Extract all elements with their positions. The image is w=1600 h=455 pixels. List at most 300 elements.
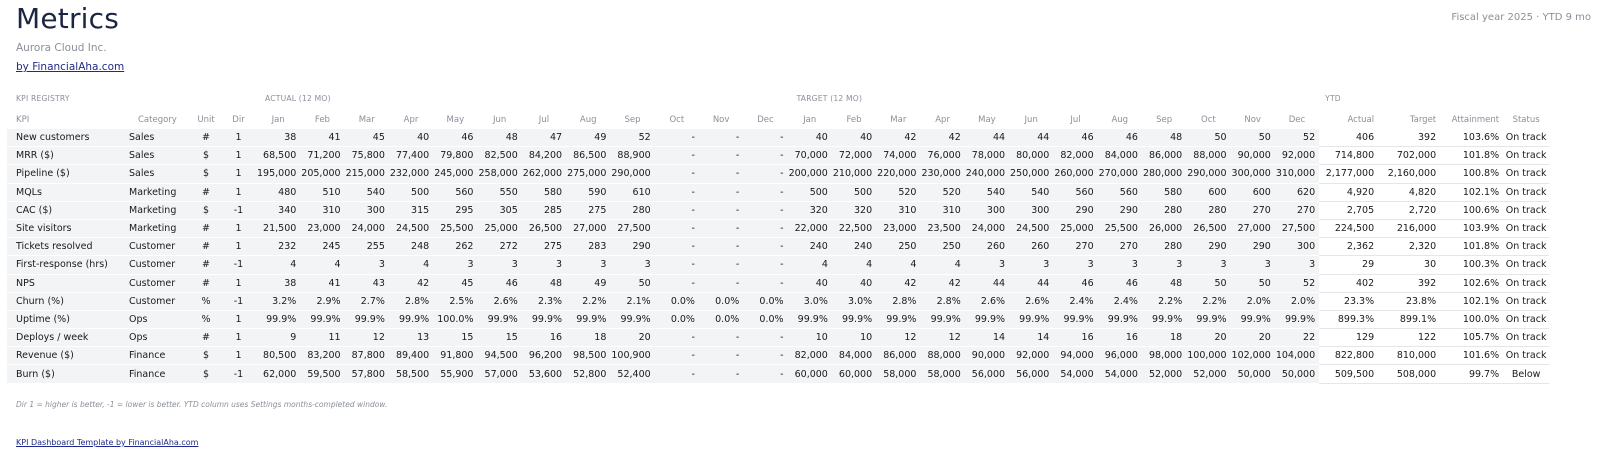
byline-link[interactable]: by FinancialAha.com (16, 61, 125, 73)
status-badge: On track (1503, 292, 1549, 310)
target-value-cell: 2.0% (1231, 292, 1275, 310)
dir-cell: 1 (221, 147, 256, 165)
column-header-target-mar: Mar (890, 115, 907, 125)
actual-value-cell: 83,200 (300, 347, 344, 365)
target-value-cell: 3 (1186, 256, 1230, 274)
actual-value-cell: 57,800 (345, 365, 389, 383)
ytd-target-cell: 216,000 (1378, 219, 1440, 237)
target-value-cell: 290 (1098, 201, 1142, 219)
target-value-cell: 26,500 (1186, 219, 1230, 237)
actual-value-cell: 2.1% (610, 292, 654, 310)
target-value-cell: 270,000 (1098, 165, 1142, 183)
actual-value-cell: 99.9% (477, 310, 521, 328)
actual-value-cell: 295 (433, 201, 477, 219)
actual-value-cell: - (699, 347, 743, 365)
column-header-kpi: KPI (16, 115, 30, 125)
actual-value-cell: 195,000 (256, 165, 300, 183)
actual-value-cell: 99.9% (300, 310, 344, 328)
target-value-cell: 270 (1231, 201, 1275, 219)
target-value-cell: 44 (965, 274, 1009, 292)
status-badge: On track (1503, 129, 1549, 147)
unit-cell: # (191, 256, 221, 274)
target-value-cell: 48 (1142, 274, 1186, 292)
actual-value-cell: 3 (433, 256, 477, 274)
target-value-cell: 22,000 (788, 219, 832, 237)
target-value-cell: 25,500 (1098, 219, 1142, 237)
table-row[interactable] (7, 238, 1549, 256)
ytd-attainment-cell: 99.7% (1440, 365, 1503, 383)
actual-value-cell: - (743, 256, 787, 274)
actual-value-cell: 20 (610, 329, 654, 347)
actual-value-cell: 4 (389, 256, 433, 274)
ytd-actual-cell: 406 (1319, 129, 1378, 147)
target-value-cell: 520 (876, 183, 920, 201)
actual-value-cell: 232,000 (389, 165, 433, 183)
actual-value-cell: 9 (256, 329, 300, 347)
target-value-cell: 4 (920, 256, 964, 274)
target-value-cell: 76,000 (920, 147, 964, 165)
target-value-cell: 620 (1275, 183, 1319, 201)
ytd-target-cell: 899.1% (1378, 310, 1440, 328)
target-value-cell: 27,000 (1231, 219, 1275, 237)
actual-value-cell: 3.2% (256, 292, 300, 310)
target-value-cell: 500 (832, 183, 876, 201)
dir-cell: 1 (221, 183, 256, 201)
target-value-cell: 4 (832, 256, 876, 274)
actual-value-cell: - (655, 183, 699, 201)
kpi-name-cell: CAC ($) (7, 201, 129, 219)
target-value-cell: 50 (1186, 129, 1230, 147)
target-value-cell: 54,000 (1098, 365, 1142, 383)
actual-value-cell: - (743, 365, 787, 383)
actual-value-cell: 255 (345, 238, 389, 256)
ytd-actual-cell: 129 (1319, 329, 1378, 347)
unit-cell: $ (191, 201, 221, 219)
target-value-cell: 90,000 (1231, 147, 1275, 165)
ytd-attainment-cell: 101.8% (1440, 238, 1503, 256)
target-value-cell: 60,000 (788, 365, 832, 383)
actual-value-cell: 3 (522, 256, 566, 274)
dir-cell: 1 (221, 129, 256, 147)
actual-value-cell: - (699, 147, 743, 165)
target-value-cell: 100,000 (1186, 347, 1230, 365)
ytd-attainment-cell: 100.3% (1440, 256, 1503, 274)
actual-value-cell: - (743, 238, 787, 256)
actual-value-cell: 3 (566, 256, 610, 274)
actual-value-cell: 290,000 (610, 165, 654, 183)
actual-value-cell: - (699, 201, 743, 219)
target-value-cell: 86,000 (876, 347, 920, 365)
target-value-cell: 92,000 (1009, 347, 1053, 365)
kpi-name-cell: Tickets resolved (7, 238, 129, 256)
table-row[interactable] (7, 183, 1549, 201)
target-value-cell: 540 (965, 183, 1009, 201)
target-value-cell: 24,500 (1009, 219, 1053, 237)
target-value-cell: 42 (876, 129, 920, 147)
kpi-name-cell: Uptime (%) (7, 310, 129, 328)
unit-cell: % (191, 292, 221, 310)
table-row[interactable] (7, 256, 1549, 274)
actual-value-cell: - (655, 129, 699, 147)
kpi-name-cell: Deploys / week (7, 329, 129, 347)
actual-value-cell: 0.0% (699, 292, 743, 310)
actual-value-cell: 16 (522, 329, 566, 347)
category-cell: Customer (129, 292, 191, 310)
ytd-attainment-cell: 101.6% (1440, 347, 1503, 365)
column-header-target-jun: Jun (1024, 115, 1038, 125)
target-value-cell: 2.6% (965, 292, 1009, 310)
actual-value-cell: 96,200 (522, 347, 566, 365)
target-value-cell: 280,000 (1142, 165, 1186, 183)
actual-value-cell: 305 (477, 201, 521, 219)
actual-value-cell: 99.9% (389, 310, 433, 328)
target-value-cell: 52 (1275, 274, 1319, 292)
column-header-ytd-status: Status (1512, 115, 1540, 125)
kpi-name-cell: NPS (7, 274, 129, 292)
target-value-cell: 92,000 (1275, 147, 1319, 165)
ytd-target-cell: 122 (1378, 329, 1440, 347)
actual-value-cell: - (699, 256, 743, 274)
target-value-cell: 50 (1231, 274, 1275, 292)
unit-cell: # (191, 329, 221, 347)
table-row[interactable] (7, 201, 1549, 219)
target-value-cell: 22 (1275, 329, 1319, 347)
status-badge: On track (1503, 256, 1549, 274)
actual-value-cell: - (743, 165, 787, 183)
actual-value-cell: - (743, 201, 787, 219)
actual-value-cell: 340 (256, 201, 300, 219)
target-value-cell: 20 (1186, 329, 1230, 347)
target-value-cell: 250,000 (1009, 165, 1053, 183)
dir-cell: -1 (221, 365, 256, 383)
actual-value-cell: 12 (345, 329, 389, 347)
target-value-cell: 58,000 (876, 365, 920, 383)
actual-value-cell: - (743, 147, 787, 165)
target-value-cell: 520 (920, 183, 964, 201)
target-value-cell: 99.9% (1053, 310, 1097, 328)
unit-cell: $ (191, 365, 221, 383)
table-row[interactable] (7, 147, 1549, 165)
target-value-cell: 99.9% (1231, 310, 1275, 328)
column-header-actual-jun: Jun (492, 115, 507, 125)
column-header-target-feb: Feb (846, 115, 862, 125)
target-value-cell: 300 (965, 201, 1009, 219)
actual-value-cell: 45 (433, 274, 477, 292)
target-value-cell: 26,000 (1142, 219, 1186, 237)
actual-value-cell: 77,400 (389, 147, 433, 165)
actual-value-cell: 48 (522, 274, 566, 292)
actual-value-cell: 2.8% (389, 292, 433, 310)
target-value-cell: 210,000 (832, 165, 876, 183)
ytd-attainment-cell: 105.7% (1440, 329, 1503, 347)
dir-cell: 1 (221, 165, 256, 183)
status-badge: Below (1503, 365, 1549, 383)
target-value-cell: 22,500 (832, 219, 876, 237)
actual-value-cell: - (699, 274, 743, 292)
actual-value-cell: 560 (433, 183, 477, 201)
actual-value-cell: 0.0% (743, 310, 787, 328)
target-value-cell: 310 (876, 201, 920, 219)
target-value-cell: 250 (876, 238, 920, 256)
column-header-ytd-actual: Actual (1347, 115, 1375, 125)
target-value-cell: 540 (1009, 183, 1053, 201)
target-value-cell: 99.9% (1186, 310, 1230, 328)
actual-value-cell: 0.0% (655, 310, 699, 328)
actual-value-cell: 4 (300, 256, 344, 274)
status-badge: On track (1503, 347, 1549, 365)
category-cell: Finance (129, 347, 191, 365)
actual-value-cell: 510 (300, 183, 344, 201)
actual-value-cell: 89,400 (389, 347, 433, 365)
unit-cell: # (191, 219, 221, 237)
status-badge: On track (1503, 310, 1549, 328)
actual-value-cell: 23,000 (300, 219, 344, 237)
actual-value-cell: - (743, 219, 787, 237)
page-title: Metrics (16, 2, 120, 35)
target-value-cell: 52 (1275, 129, 1319, 147)
footnote: Dir 1 = higher is better, -1 = lower is better. YTD column uses Settings months-completed window. (16, 400, 388, 409)
actual-value-cell: 80,500 (256, 347, 300, 365)
target-value-cell: 84,000 (1098, 147, 1142, 165)
actual-value-cell: 99.9% (566, 310, 610, 328)
column-header-target-may: May (978, 115, 996, 125)
target-value-cell: 82,000 (1053, 147, 1097, 165)
ytd-actual-cell: 23.3% (1319, 292, 1378, 310)
table-row[interactable] (7, 219, 1549, 237)
actual-value-cell: 71,200 (300, 147, 344, 165)
actual-value-cell: 59,500 (300, 365, 344, 383)
target-value-cell: 2.6% (1009, 292, 1053, 310)
table-row[interactable] (7, 165, 1549, 183)
target-value-cell: 260 (965, 238, 1009, 256)
actual-value-cell: - (655, 365, 699, 383)
target-value-cell: 16 (1098, 329, 1142, 347)
actual-value-cell: - (655, 329, 699, 347)
actual-value-cell: 3 (477, 256, 521, 274)
status-badge: On track (1503, 165, 1549, 183)
actual-value-cell: 2.9% (300, 292, 344, 310)
target-value-cell: 12 (920, 329, 964, 347)
actual-value-cell: 272 (477, 238, 521, 256)
column-header-ytd-target: Target (1409, 115, 1437, 125)
actual-value-cell: 62,000 (256, 365, 300, 383)
actual-value-cell: 46 (477, 274, 521, 292)
target-value-cell: 42 (920, 274, 964, 292)
actual-value-cell: 75,800 (345, 147, 389, 165)
target-value-cell: 48 (1142, 129, 1186, 147)
target-value-cell: 3 (1009, 256, 1053, 274)
group-label-actual: ACTUAL (12 MO) (265, 93, 331, 103)
dir-cell: -1 (221, 292, 256, 310)
target-value-cell: 560 (1053, 183, 1097, 201)
target-value-cell: 52,000 (1142, 365, 1186, 383)
actual-value-cell: 58,500 (389, 365, 433, 383)
column-header-target-sep: Sep (1156, 115, 1173, 125)
actual-value-cell: 283 (566, 238, 610, 256)
column-header-actual-apr: Apr (403, 115, 419, 125)
actual-value-cell: 248 (389, 238, 433, 256)
target-value-cell: 230,000 (920, 165, 964, 183)
actual-value-cell: 43 (345, 274, 389, 292)
actual-value-cell: 232 (256, 238, 300, 256)
actual-value-cell: 275,000 (566, 165, 610, 183)
ytd-actual-cell: 822,800 (1319, 347, 1378, 365)
target-value-cell: 23,000 (876, 219, 920, 237)
actual-value-cell: 205,000 (300, 165, 344, 183)
actual-value-cell: 480 (256, 183, 300, 201)
column-header-dir: Dir (232, 115, 245, 125)
actual-value-cell: - (699, 219, 743, 237)
target-value-cell: 94,000 (1053, 347, 1097, 365)
ytd-target-cell: 2,720 (1378, 201, 1440, 219)
table-row[interactable] (7, 292, 1549, 310)
target-value-cell: 40 (788, 129, 832, 147)
target-value-cell: 52,000 (1186, 365, 1230, 383)
actual-value-cell: 52 (610, 129, 654, 147)
target-value-cell: 102,000 (1231, 347, 1275, 365)
actual-value-cell: 55,900 (433, 365, 477, 383)
target-value-cell: 44 (1009, 274, 1053, 292)
target-value-cell: 18 (1142, 329, 1186, 347)
group-label-ytd: YTD (1325, 93, 1341, 103)
target-value-cell: 290 (1186, 238, 1230, 256)
target-value-cell: 42 (920, 129, 964, 147)
actual-value-cell: 262 (433, 238, 477, 256)
unit-cell: # (191, 129, 221, 147)
group-label-registry: KPI REGISTRY (16, 93, 70, 103)
column-header-target-dec: Dec (1288, 115, 1306, 125)
unit-cell: $ (191, 147, 221, 165)
target-value-cell: 90,000 (965, 347, 1009, 365)
dir-cell: 1 (221, 219, 256, 237)
target-value-cell: 600 (1231, 183, 1275, 201)
ytd-attainment-cell: 100.6% (1440, 201, 1503, 219)
actual-value-cell: 52,400 (610, 365, 654, 383)
target-value-cell: 290 (1231, 238, 1275, 256)
actual-value-cell: 47 (522, 129, 566, 147)
ytd-actual-cell: 714,800 (1319, 147, 1378, 165)
target-value-cell: 82,000 (788, 347, 832, 365)
ytd-actual-cell: 2,177,000 (1319, 165, 1378, 183)
target-value-cell: 60,000 (832, 365, 876, 383)
actual-value-cell: 99.9% (256, 310, 300, 328)
actual-value-cell: - (655, 238, 699, 256)
target-value-cell: 10 (832, 329, 876, 347)
target-value-cell: 50,000 (1275, 365, 1319, 383)
target-value-cell: 46 (1053, 274, 1097, 292)
target-value-cell: 600 (1186, 183, 1230, 201)
ytd-target-cell: 2,320 (1378, 238, 1440, 256)
target-value-cell: 240 (788, 238, 832, 256)
target-value-cell: 2.4% (1098, 292, 1142, 310)
target-value-cell: 99.9% (965, 310, 1009, 328)
target-value-cell: 20 (1231, 329, 1275, 347)
target-value-cell: 44 (1009, 129, 1053, 147)
actual-value-cell: - (699, 365, 743, 383)
target-value-cell: 46 (1098, 129, 1142, 147)
footer-link[interactable]: KPI Dashboard Template by FinancialAha.com (16, 438, 199, 447)
actual-value-cell: 91,800 (433, 347, 477, 365)
target-value-cell: 4 (876, 256, 920, 274)
actual-value-cell: 3 (345, 256, 389, 274)
ytd-attainment-cell: 101.8% (1440, 147, 1503, 165)
actual-value-cell: 41 (300, 274, 344, 292)
table-row[interactable] (7, 129, 1549, 147)
dir-cell: 1 (221, 274, 256, 292)
target-value-cell: 99.9% (1275, 310, 1319, 328)
target-value-cell: 46 (1098, 274, 1142, 292)
target-value-cell: 3 (1142, 256, 1186, 274)
table-row[interactable] (7, 329, 1549, 347)
status-badge: On track (1503, 329, 1549, 347)
fiscal-year-label: Fiscal year 2025 · YTD 9 mo (1451, 12, 1591, 23)
column-header-actual-aug: Aug (579, 115, 597, 125)
target-value-cell: 44 (965, 129, 1009, 147)
column-header-actual-jul: Jul (538, 115, 550, 125)
target-value-cell: 300,000 (1231, 165, 1275, 183)
column-header-unit: Unit (197, 115, 215, 125)
category-cell: Marketing (129, 201, 191, 219)
target-value-cell: 70,000 (788, 147, 832, 165)
table-row[interactable] (7, 310, 1549, 328)
actual-value-cell: - (699, 129, 743, 147)
column-header-actual-feb: Feb (314, 115, 330, 125)
ytd-attainment-cell: 103.6% (1440, 129, 1503, 147)
table-row[interactable] (7, 365, 1549, 383)
column-header-actual-nov: Nov (712, 115, 730, 125)
target-value-cell: 560 (1098, 183, 1142, 201)
ytd-attainment-cell: 103.9% (1440, 219, 1503, 237)
column-header-row (7, 111, 1549, 129)
target-value-cell: 99.9% (832, 310, 876, 328)
ytd-attainment-cell: 102.6% (1440, 274, 1503, 292)
unit-cell: $ (191, 165, 221, 183)
table-row[interactable] (7, 274, 1549, 292)
ytd-actual-cell: 2,362 (1319, 238, 1378, 256)
table-row[interactable] (7, 347, 1549, 365)
actual-value-cell: 2.5% (433, 292, 477, 310)
dir-cell: 1 (221, 238, 256, 256)
unit-cell: # (191, 274, 221, 292)
target-value-cell: 54,000 (1053, 365, 1097, 383)
kpi-name-cell: MQLs (7, 183, 129, 201)
kpi-name-cell: First-response (hrs) (7, 256, 129, 274)
column-header-category: Category (138, 115, 177, 125)
actual-value-cell: 540 (345, 183, 389, 201)
dir-cell: 1 (221, 347, 256, 365)
actual-value-cell: - (699, 165, 743, 183)
unit-cell: # (191, 183, 221, 201)
target-value-cell: 280 (1142, 201, 1186, 219)
group-label-target: TARGET (12 MO) (796, 93, 863, 103)
actual-value-cell: 79,800 (433, 147, 477, 165)
dir-cell: -1 (221, 201, 256, 219)
target-value-cell: 240,000 (965, 165, 1009, 183)
category-cell: Customer (129, 238, 191, 256)
target-value-cell: 3 (965, 256, 1009, 274)
actual-value-cell: 68,500 (256, 147, 300, 165)
unit-cell: # (191, 238, 221, 256)
target-value-cell: 74,000 (876, 147, 920, 165)
actual-value-cell: 49 (566, 129, 610, 147)
actual-value-cell: 38 (256, 129, 300, 147)
actual-value-cell: 45 (345, 129, 389, 147)
actual-value-cell: - (743, 274, 787, 292)
kpi-name-cell: Burn ($) (7, 365, 129, 383)
dir-cell: -1 (221, 256, 256, 274)
status-badge: On track (1503, 238, 1549, 256)
dir-cell: 1 (221, 329, 256, 347)
